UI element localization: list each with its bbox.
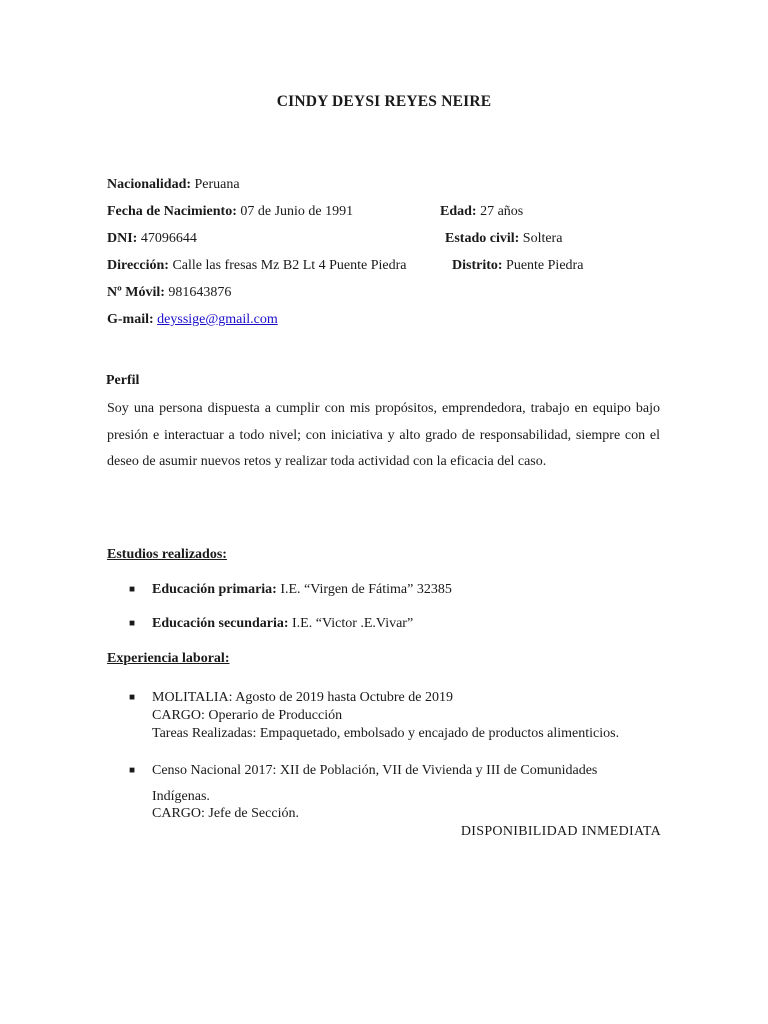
dni-label: DNI: [107,231,138,246]
perfil-heading: Perfil [106,373,140,388]
nacionalidad-row [107,176,240,194]
bullet-icon: ■ [129,692,136,703]
experiencia-item-line3: CARGO: Jefe de Sección. [152,806,299,821]
estudio-item [152,581,452,599]
perfil-text: Soy una persona dispuesta a cumplir con mis propósitos, emprendedora, trabajo en equipo bajo presión e interactuar a todo nivel; con iniciativa y alto grado de responsabilidad, siempre con el deseo de asumir nuevos retos y realizar toda actividad con la eficacia del caso. [107,401,660,469]
estudio-value: I.E. “Victor .E.Vivar” [292,616,414,631]
estado-civil-value: Soltera [522,231,563,246]
estado-civil-row [445,230,562,248]
bullet-icon: ■ [129,618,136,629]
distrito-label: Distrito: [452,258,503,273]
direccion-label: Dirección: [107,258,169,273]
experiencia-item-line3: Tareas Realizadas: Empaquetado, embolsado y encajado de productos alimenticios. [152,726,620,741]
document-title: CINDY DEYSI REYES NEIRE [276,93,492,110]
gmail-row [107,311,278,329]
movil-label: Nº Móvil: [107,285,165,300]
estudio-value: I.E. “Virgen de Fátima” 32385 [280,582,452,597]
distrito-value: Puente Piedra [506,258,584,273]
disponibilidad-text: DISPONIBILIDAD INMEDIATA [460,824,661,839]
nacimiento-row [107,203,353,221]
experiencia-item-line1: Censo Nacional 2017: XII de Población, VII de Vivienda y III de Comunidades [152,763,598,778]
edad-value: 27 años [480,204,524,219]
edad-row [440,203,523,221]
gmail-label: G-mail: [107,312,154,327]
direccion-row [107,257,407,275]
nacimiento-label: Fecha de Nacimiento: [107,204,237,219]
experiencia-item-line2: CARGO: Operario de Producción [152,708,343,723]
experiencia-item-line2: Indígenas. [152,789,210,804]
estudios-heading: Estudios realizados: [107,547,227,562]
nacionalidad-value: Peruana [194,177,240,192]
experiencia-heading: Experiencia laboral: [107,651,230,666]
experiencia-item-line1: MOLITALIA: Agosto de 2019 hasta Octubre de 2019 [152,690,453,705]
movil-row [107,284,231,302]
nacimiento-value: 07 de Junio de 1991 [240,204,354,219]
movil-value: 981643876 [168,285,232,300]
edad-label: Edad: [440,204,477,219]
dni-value: 47096644 [140,231,197,246]
dni-row [107,230,197,248]
estudio-label: Educación secundaria: [152,616,289,631]
distrito-row [452,257,583,275]
gmail-link[interactable]: deyssige@gmail.com [157,312,278,327]
estado-civil-label: Estado civil: [445,231,520,246]
bullet-icon: ■ [129,584,136,595]
estudio-item [152,615,413,633]
bullet-icon: ■ [129,765,136,776]
estudio-label: Educación primaria: [152,582,277,597]
nacionalidad-label: Nacionalidad: [107,177,192,192]
direccion-value: Calle las fresas Mz B2 Lt 4 Puente Piedra [172,258,407,273]
